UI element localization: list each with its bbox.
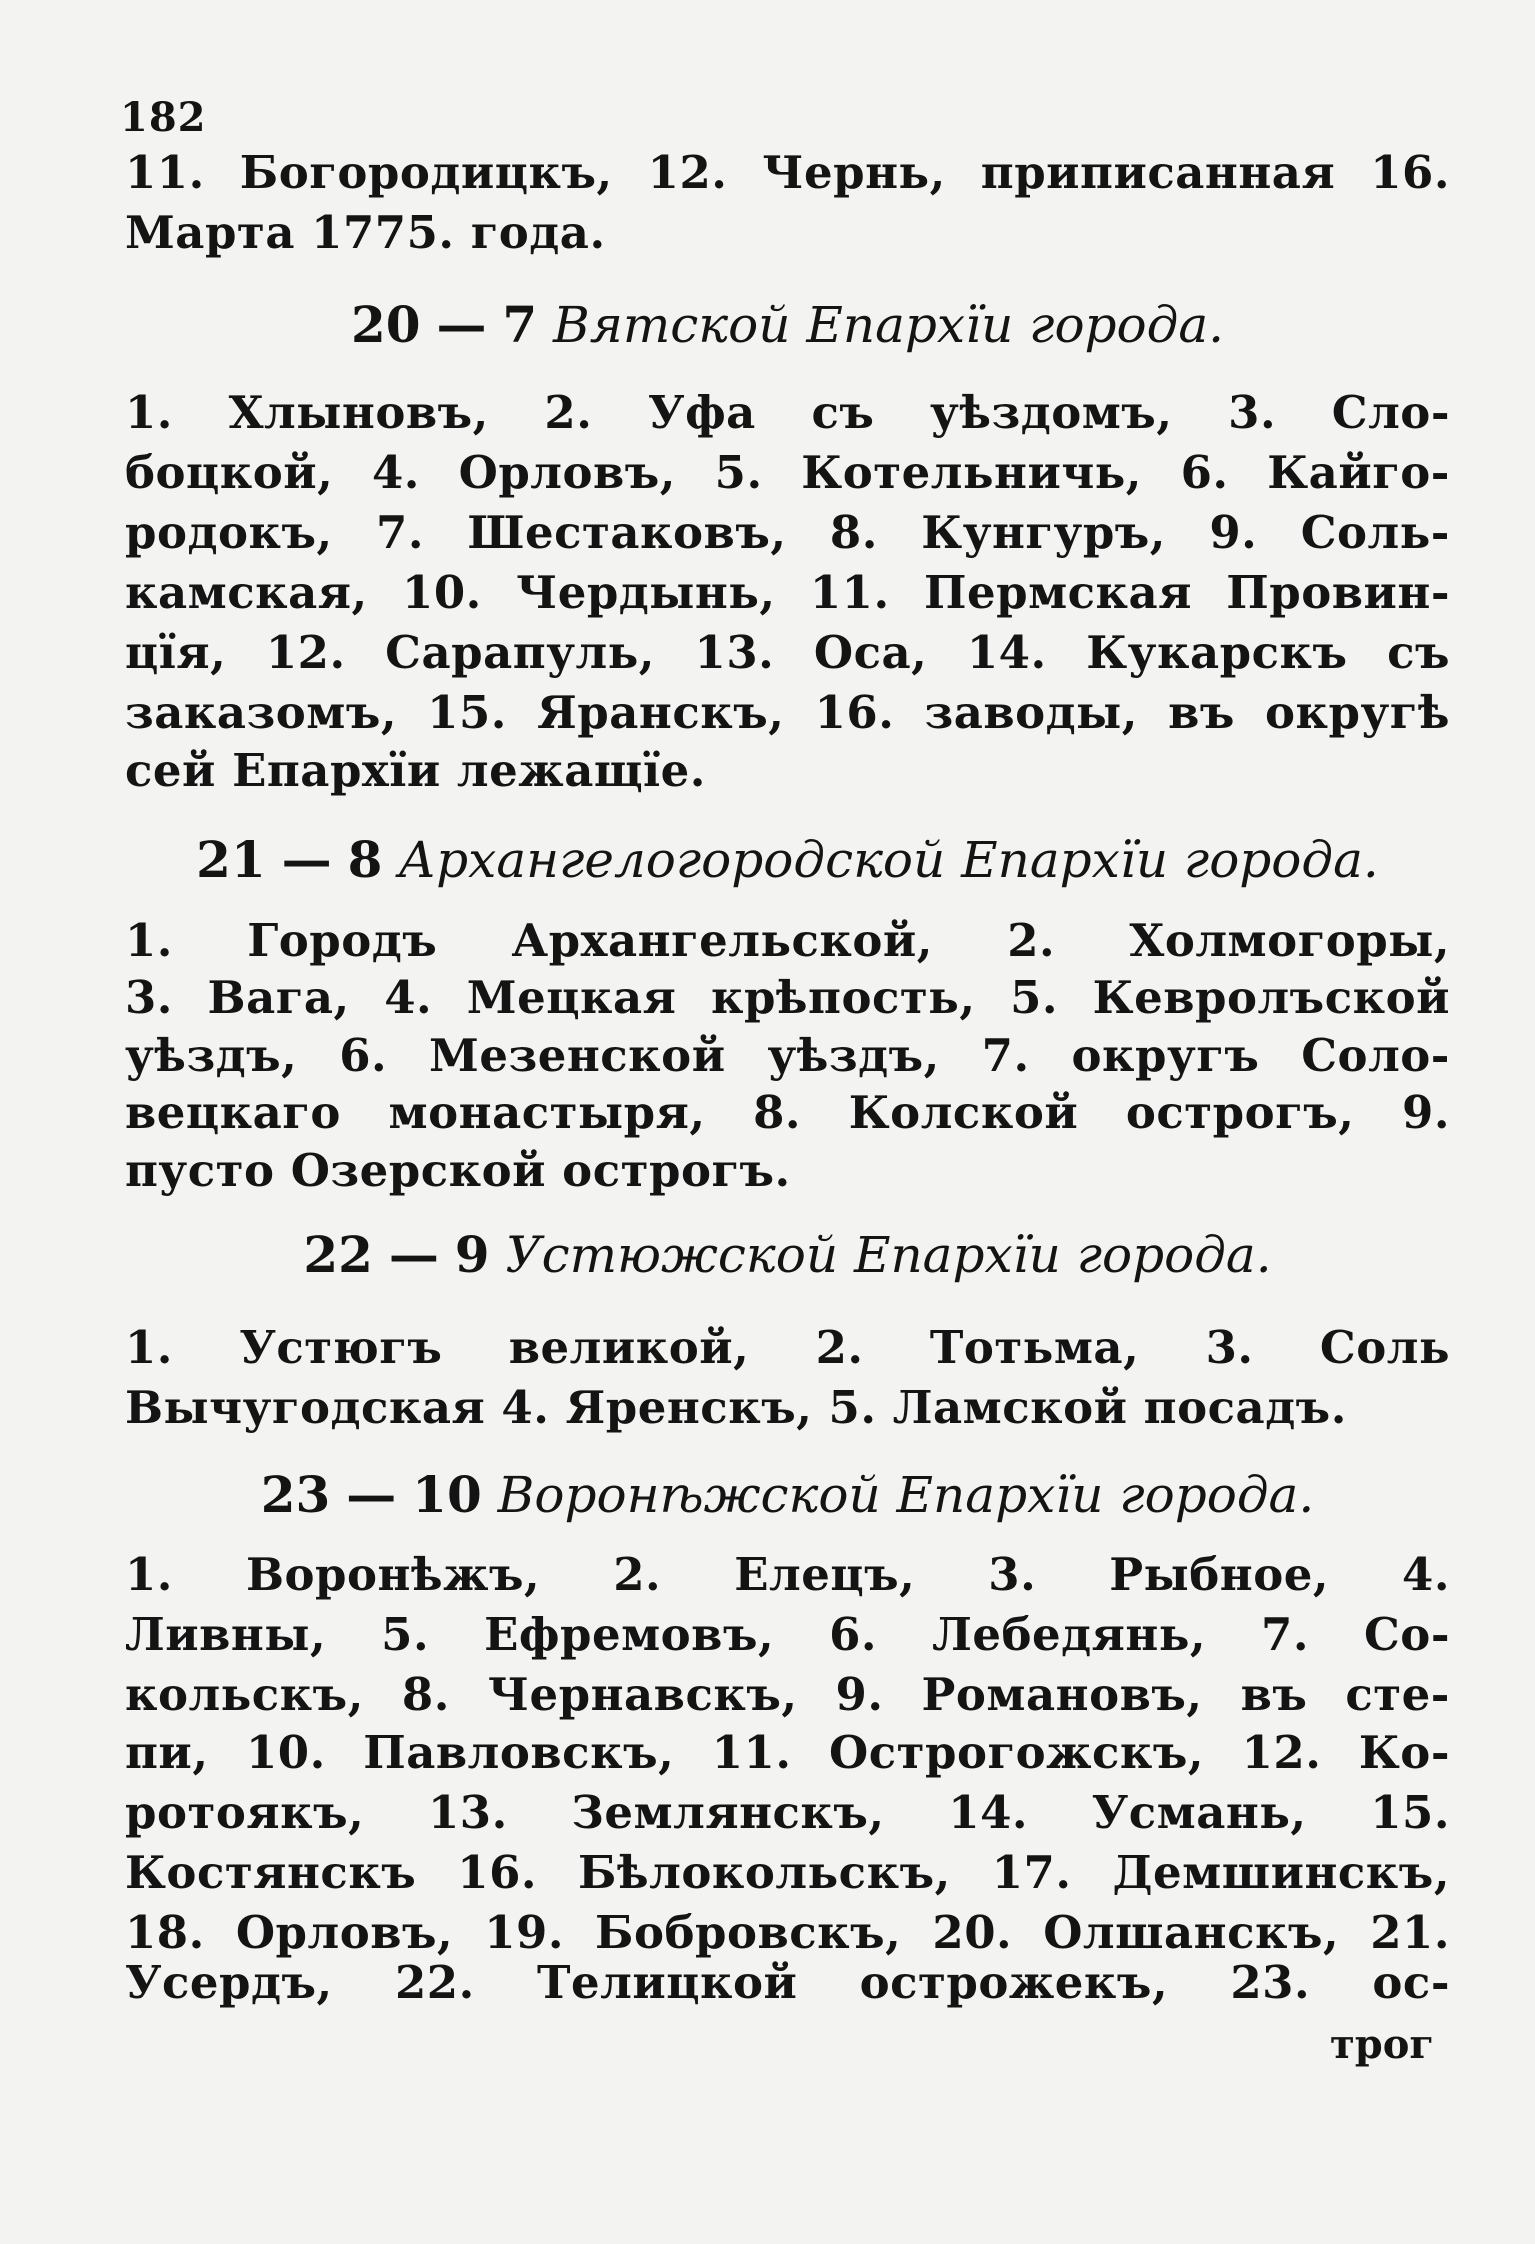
text-line: Ливны, 5. Ефремовъ, 6. Лебедянь, 7. Со- bbox=[125, 1608, 1450, 1661]
text-line: 11. Богородицкъ, 12. Чернь, приписанная 16. bbox=[125, 146, 1450, 199]
text-line: уѣздъ, 6. Мезенской уѣздъ, 7. округъ Соло- bbox=[125, 1029, 1450, 1082]
text-line: Марта 1775. года. bbox=[125, 206, 606, 259]
section-title: Устюжской Епархїи города. bbox=[505, 1226, 1272, 1284]
section-dash: — bbox=[281, 830, 332, 889]
text-line: 1. Устюгъ великой, 2. Тотьма, 3. Соль bbox=[125, 1321, 1450, 1374]
section-count: 7 bbox=[502, 295, 538, 354]
section-count: 8 bbox=[347, 830, 383, 889]
text-line: пусто Озерской острогъ. bbox=[125, 1144, 791, 1197]
section-dash: — bbox=[436, 295, 487, 354]
section-title: Архангелогородской Епархїи города. bbox=[398, 831, 1379, 889]
section-count: 10 bbox=[412, 1465, 482, 1524]
section-dash: — bbox=[346, 1465, 397, 1524]
text-line: камская, 10. Чердынь, 11. Пермская Провин- bbox=[125, 566, 1450, 619]
text-line: 3. Вага, 4. Мецкая крѣпость, 5. Кевролъской bbox=[125, 971, 1450, 1024]
text-line: пи, 10. Павловскъ, 11. Острогожскъ, 12. Ко- bbox=[125, 1726, 1450, 1779]
text-line: цїя, 12. Сарапуль, 13. Оса, 14. Кукарскъ съ bbox=[125, 626, 1450, 679]
text-line: 1. Воронѣжъ, 2. Елецъ, 3. Рыбное, 4. bbox=[125, 1548, 1450, 1601]
catchword: трог bbox=[1330, 2021, 1434, 2068]
section-heading bbox=[125, 1465, 1450, 1524]
text-line: Костянскъ 16. Бѣлокольскъ, 17. Демшинскъ, bbox=[125, 1846, 1450, 1899]
text-line: 18. Орловъ, 19. Бобровскъ, 20. Олшанскъ, 21. bbox=[125, 1906, 1450, 1959]
text-line: 1. Хлыновъ, 2. Уфа съ уѣздомъ, 3. Сло- bbox=[125, 386, 1450, 439]
text-line: вецкаго монастыря, 8. Колской острогъ, 9. bbox=[125, 1086, 1450, 1139]
section-count: 9 bbox=[454, 1225, 490, 1284]
text-line: родокъ, 7. Шестаковъ, 8. Кунгуръ, 9. Соль- bbox=[125, 506, 1450, 559]
section-heading bbox=[125, 1225, 1450, 1284]
section-heading bbox=[125, 830, 1450, 889]
section-number: 21 bbox=[196, 830, 266, 889]
section-heading bbox=[125, 295, 1450, 354]
section-title: Воронѣжской Епархїи города. bbox=[497, 1466, 1315, 1524]
text-line: ротоякъ, 13. Землянскъ, 14. Усмань, 15. bbox=[125, 1786, 1450, 1839]
section-number: 23 bbox=[260, 1465, 331, 1524]
section-number: 22 bbox=[303, 1225, 373, 1284]
text-line: 1. Городъ Архангельской, 2. Холмогоры, bbox=[125, 914, 1450, 967]
section-dash: — bbox=[388, 1225, 439, 1284]
section-number: 20 bbox=[350, 295, 421, 354]
text-line: Усердъ, 22. Телицкой острожекъ, 23. ос- bbox=[125, 1956, 1450, 2009]
text-line: боцкой, 4. Орловъ, 5. Котельничь, 6. Кайго- bbox=[125, 446, 1450, 499]
text-line: Вычугодская 4. Яренскъ, 5. Ламской посадъ. bbox=[125, 1381, 1347, 1434]
page-number: 182 bbox=[120, 94, 207, 141]
text-line: кольскъ, 8. Чернавскъ, 9. Романовъ, въ сте- bbox=[125, 1668, 1450, 1721]
text-line: заказомъ, 15. Яранскъ, 16. заводы, въ округѣ bbox=[125, 686, 1450, 739]
text-line: сей Епархїи лежащїе. bbox=[125, 744, 706, 797]
section-title: Вятской Епархїи города. bbox=[553, 296, 1225, 354]
